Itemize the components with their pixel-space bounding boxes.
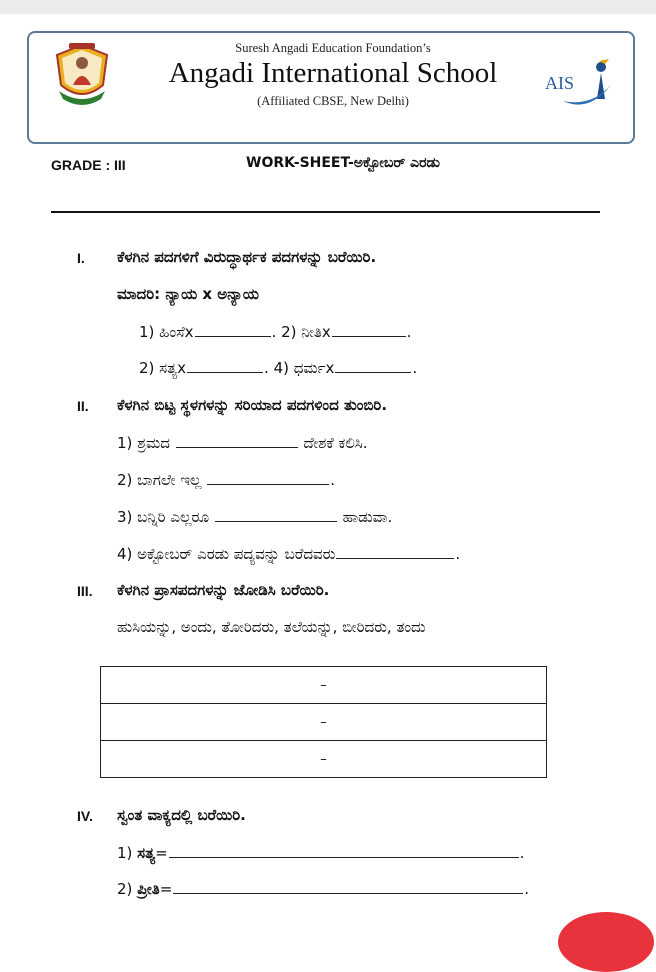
answer-blank[interactable] <box>207 470 329 485</box>
answer-blank[interactable] <box>169 843 519 858</box>
section-4-numeral: IV. <box>77 808 93 824</box>
table-row <box>101 741 547 778</box>
table-row <box>101 667 547 704</box>
answer-blank[interactable] <box>187 358 263 373</box>
floating-action-button[interactable] <box>558 912 654 972</box>
section-2-numeral: II. <box>77 398 89 414</box>
worksheet-title: WORK-SHEET-ಅಕ್ಟೋಬರ್ ಎರಡು <box>246 155 440 171</box>
answer-blank[interactable] <box>332 322 406 337</box>
section-1-numeral: I. <box>77 250 85 266</box>
school-header <box>27 31 635 144</box>
answer-blank[interactable] <box>335 358 411 373</box>
ais-logo <box>543 55 615 115</box>
fill-item-1: 1) ಶ್ರಮದ ದೇಶಕೆ ಕಲಿಸಿ. <box>117 434 368 452</box>
rhyme-word-list: ಹುಸಿಯನ್ನು, ಅಂದು, ತೋರಿದರು, ತಲೆಯನ್ನು, ಬೀರಿದರು, ತಂದು <box>117 618 426 636</box>
section-1-heading: ಕೆಳಗಿನ ಪದಗಳಿಗೆ ವಿರುದ್ಧಾರ್ಥಕ ಪದಗಳನ್ನು ಬರೆಯಿರಿ. <box>117 248 377 266</box>
antonym-row-2: 2) ಸತ್ಯx . 4) ಧರ್ಮx . <box>139 359 418 377</box>
school-name: Angadi International School <box>168 57 498 89</box>
affiliation: (Affiliated CBSE, New Delhi) <box>257 94 409 108</box>
antonym-item-1: 1) ಹಿಂಸೆx <box>139 323 194 341</box>
table-cell[interactable]: – <box>101 704 547 741</box>
antonym-item-3: 2) ಸತ್ಯx <box>139 359 187 377</box>
foundation-name: Suresh Angadi Education Foundation’s <box>235 41 431 55</box>
section-4-heading: ಸ್ವಂತ ವಾಕ್ಯದಲ್ಲಿ ಬರೆಯಿರಿ. <box>117 806 246 824</box>
answer-blank[interactable] <box>173 879 523 894</box>
answer-blank[interactable] <box>215 507 337 522</box>
sentence-item-1: 1) ಸತ್ಯ= . <box>117 844 525 862</box>
table-cell[interactable]: – <box>101 741 547 778</box>
rhyme-table <box>100 666 547 778</box>
antonym-item-4: . 4) ಧರ್ಮx <box>264 359 335 377</box>
sentence-item-2: 2) ಪ್ರೀತಿ= . <box>117 880 530 898</box>
answer-blank[interactable] <box>195 322 271 337</box>
table-cell[interactable]: – <box>101 667 547 704</box>
fill-item-3: 3) ಬನ್ನಿರಿ ಎಲ್ಲರೂ ಹಾಡುವಾ. <box>117 508 393 526</box>
ais-logo-text: AIS <box>545 73 575 93</box>
fill-item-2: 2) ಬಾಗಲೇ ಇಲ್ಲ . <box>117 471 336 489</box>
answer-blank[interactable] <box>176 433 298 448</box>
top-bar <box>0 0 656 14</box>
section-3-numeral: III. <box>77 583 93 599</box>
section-2-heading: ಕೆಳಗಿನ ಬಿಟ್ಟ ಸ್ಥಳಗಳನ್ನು ಸರಿಯಾದ ಪದಗಳಿಂದ ತುಂಬಿರಿ. <box>117 396 388 414</box>
fill-item-4: 4) ಅಕ್ಟೋಬರ್ ಎರಡು ಪದ್ಯವನ್ನು ಬರೆದವರು . <box>117 545 461 563</box>
section-3-heading: ಕೆಳಗಿನ ಪ್ರಾಸಪದಗಳನ್ನು ಜೋಡಿಸಿ ಬರೆಯಿರಿ. <box>117 581 330 599</box>
header-rule <box>51 211 600 213</box>
section-1-example: ಮಾದರಿ: ನ್ಯಾಯ x ಅನ್ಯಾಯ <box>117 285 259 303</box>
antonym-row-1: 1) ಹಿಂಸೆx . 2) ನೀತಿx . <box>139 323 412 341</box>
grade-label: GRADE : III <box>51 157 126 173</box>
antonym-item-2: . 2) ನೀತಿx <box>271 323 331 341</box>
table-row <box>101 704 547 741</box>
answer-blank[interactable] <box>336 544 454 559</box>
